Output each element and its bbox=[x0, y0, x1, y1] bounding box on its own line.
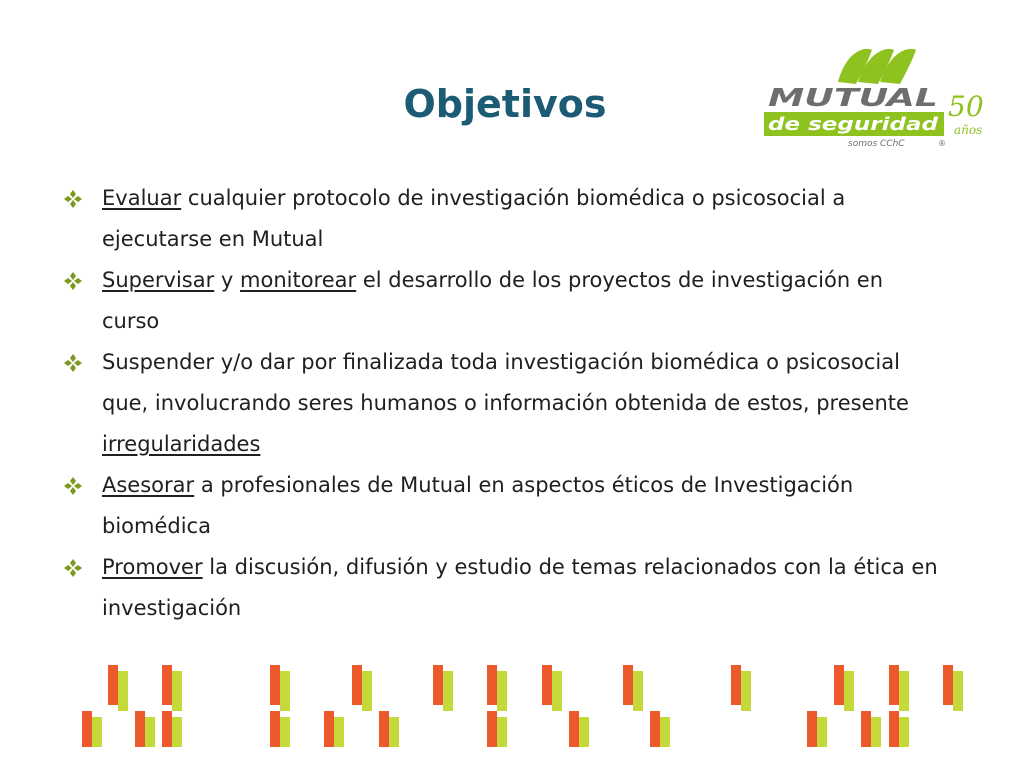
mutual-logo-tagline: somos CChC bbox=[848, 139, 905, 149]
objective-keyword: Promover bbox=[102, 555, 203, 579]
objective-keyword: monitorear bbox=[240, 268, 357, 292]
objective-text: el desarrollo de los proyectos de investigación en curso bbox=[102, 268, 884, 333]
diamond-bullet-icon bbox=[64, 272, 82, 290]
objective-text: a profesionales de Mutual en aspectos éticos de Investigación biomédica bbox=[102, 473, 854, 538]
objective-text: cualquier protocolo de investigación biomédica o psicosocial a ejecutarse en Mutual bbox=[102, 186, 846, 251]
diamond-bullet-icon bbox=[64, 477, 82, 495]
objective-item bbox=[62, 342, 942, 465]
diamond-bullet-icon bbox=[64, 190, 82, 208]
objective-item bbox=[62, 465, 942, 547]
objectives-list bbox=[62, 178, 942, 629]
decorative-bar-pattern bbox=[0, 655, 1024, 755]
mutual-logo-anniversary-word: años bbox=[954, 123, 983, 137]
diamond-bullet-icon bbox=[64, 559, 82, 577]
mutual-logo-registered: ® bbox=[938, 139, 946, 148]
mutual-logo bbox=[760, 44, 985, 154]
objective-keyword: Asesorar bbox=[102, 473, 195, 497]
decorative-bar-pattern-bottom-row bbox=[82, 711, 909, 747]
objective-text: y bbox=[214, 268, 241, 292]
decorative-bar-pattern-top-row bbox=[108, 665, 963, 711]
slide-title: Objetivos bbox=[403, 82, 607, 126]
objective-keyword: Supervisar bbox=[102, 268, 215, 292]
objective-keyword: Evaluar bbox=[102, 186, 182, 210]
objective-text: la discusión, difusión y estudio de temas relacionados con la ética en investigación bbox=[102, 555, 938, 620]
mutual-logo-name: MUTUAL bbox=[768, 83, 938, 112]
diamond-bullet-icon bbox=[64, 354, 82, 372]
objective-text: Suspender y/o dar por finalizada toda investigación biomédica o psicosocial que, involucrando seres humanos o información obtenida de estos, presente bbox=[102, 350, 909, 415]
objective-keyword: irregularidades bbox=[102, 432, 261, 456]
mutual-logo-mark bbox=[838, 49, 916, 84]
objective-item bbox=[62, 178, 942, 260]
objective-item bbox=[62, 260, 942, 342]
objective-item bbox=[62, 547, 942, 629]
mutual-logo-subtitle: de seguridad bbox=[768, 114, 940, 135]
mutual-logo-anniversary-number: 50 bbox=[948, 90, 984, 123]
